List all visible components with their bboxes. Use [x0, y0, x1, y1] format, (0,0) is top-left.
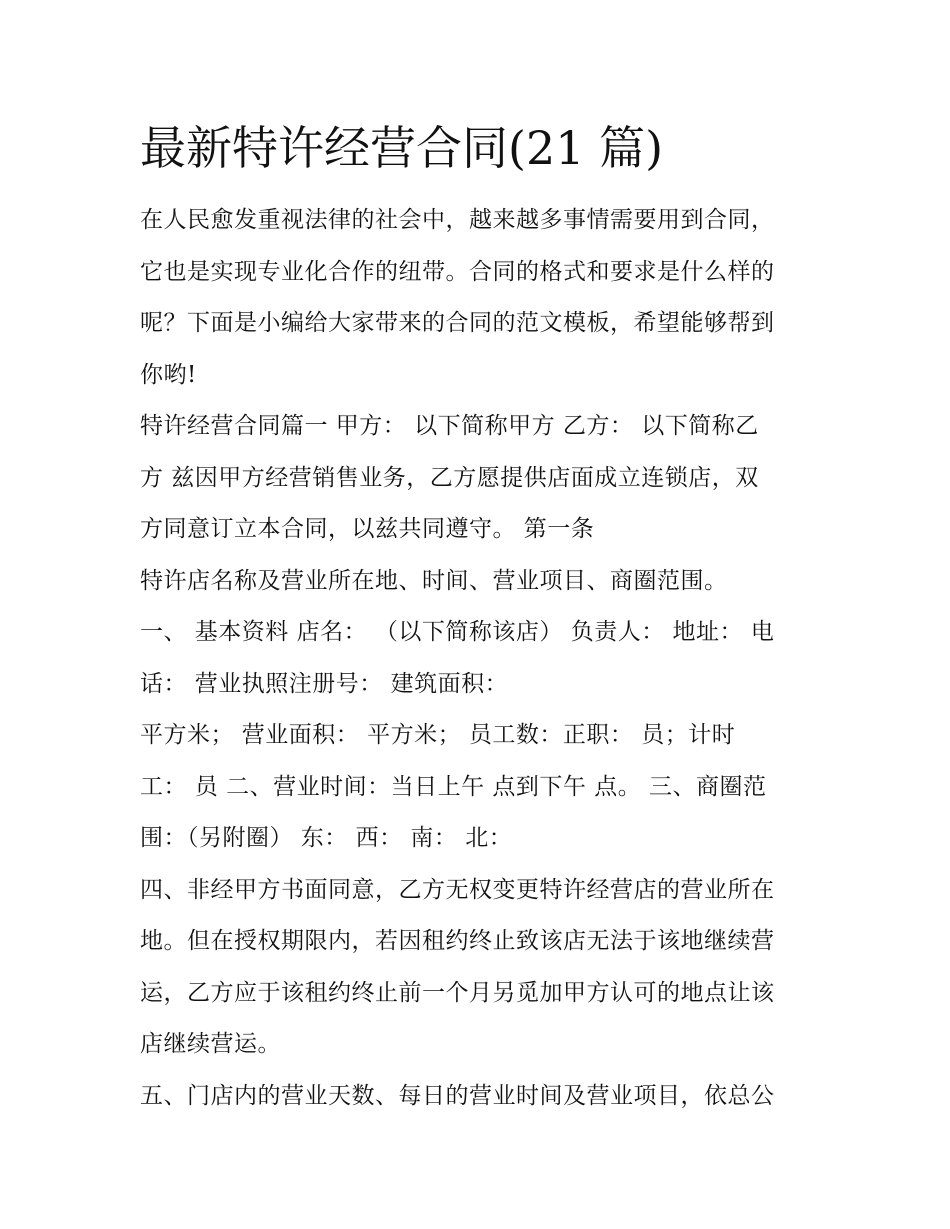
body-line: 围：（另附圈） 东： 西： 南： 北： [140, 825, 513, 851]
body-line: 地。但在授权期限内，若因租约终止致该店无法于该地继续营 [140, 928, 775, 954]
body-line: 店继续营运。 [140, 1031, 281, 1057]
body-line: 运，乙方应于该租约终止前一个月另觅加甲方认可的地点让该 [140, 979, 775, 1006]
body-line: 特许店名称及营业所在地、时间、营业项目、商圈范围。 [140, 567, 728, 594]
body-line: 在人民愈发重视法律的社会中，越来越多事情需要用到合同， [140, 207, 775, 233]
body-line: 你哟! [140, 361, 197, 388]
body-line: 平方米； 营业面积： 平方米； 员工数：正职： 员；计时 [140, 722, 736, 748]
document-title: 最新特许经营合同(21 篇) [140, 121, 664, 175]
body-line: 一、 基本资料 店名： （以下简称该店） 负责人： 地址： 电 [140, 619, 775, 645]
body-line: 方 兹因甲方经营销售业务，乙方愿提供店面成立连锁店，双 [140, 464, 759, 491]
body-line: 它也是实现专业化合作的纽带。合同的格式和要求是什么样的 [140, 258, 775, 285]
body-line: 方同意订立本合同，以兹共同遵守。 第一条 [140, 516, 595, 542]
body-line: 呢？下面是小编给大家带来的合同的范文模板，希望能够帮到 [140, 310, 775, 336]
body-line: 五、门店内的营业天数、每日的营业时间及营业项目，依总公 [140, 1082, 775, 1109]
body-line: 工： 员 二、营业时间：当日上午 点到下午 点。 三、商圈范 [140, 773, 767, 800]
body-line: 话： 营业执照注册号： 建筑面积： [140, 670, 509, 697]
body-line: 四、非经甲方书面同意，乙方无权变更特许经营店的营业所在 [140, 876, 775, 903]
body-line: 特许经营合同篇一 甲方： 以下简称甲方 乙方： 以下简称乙 [140, 413, 759, 439]
document-body [140, 195, 820, 1122]
